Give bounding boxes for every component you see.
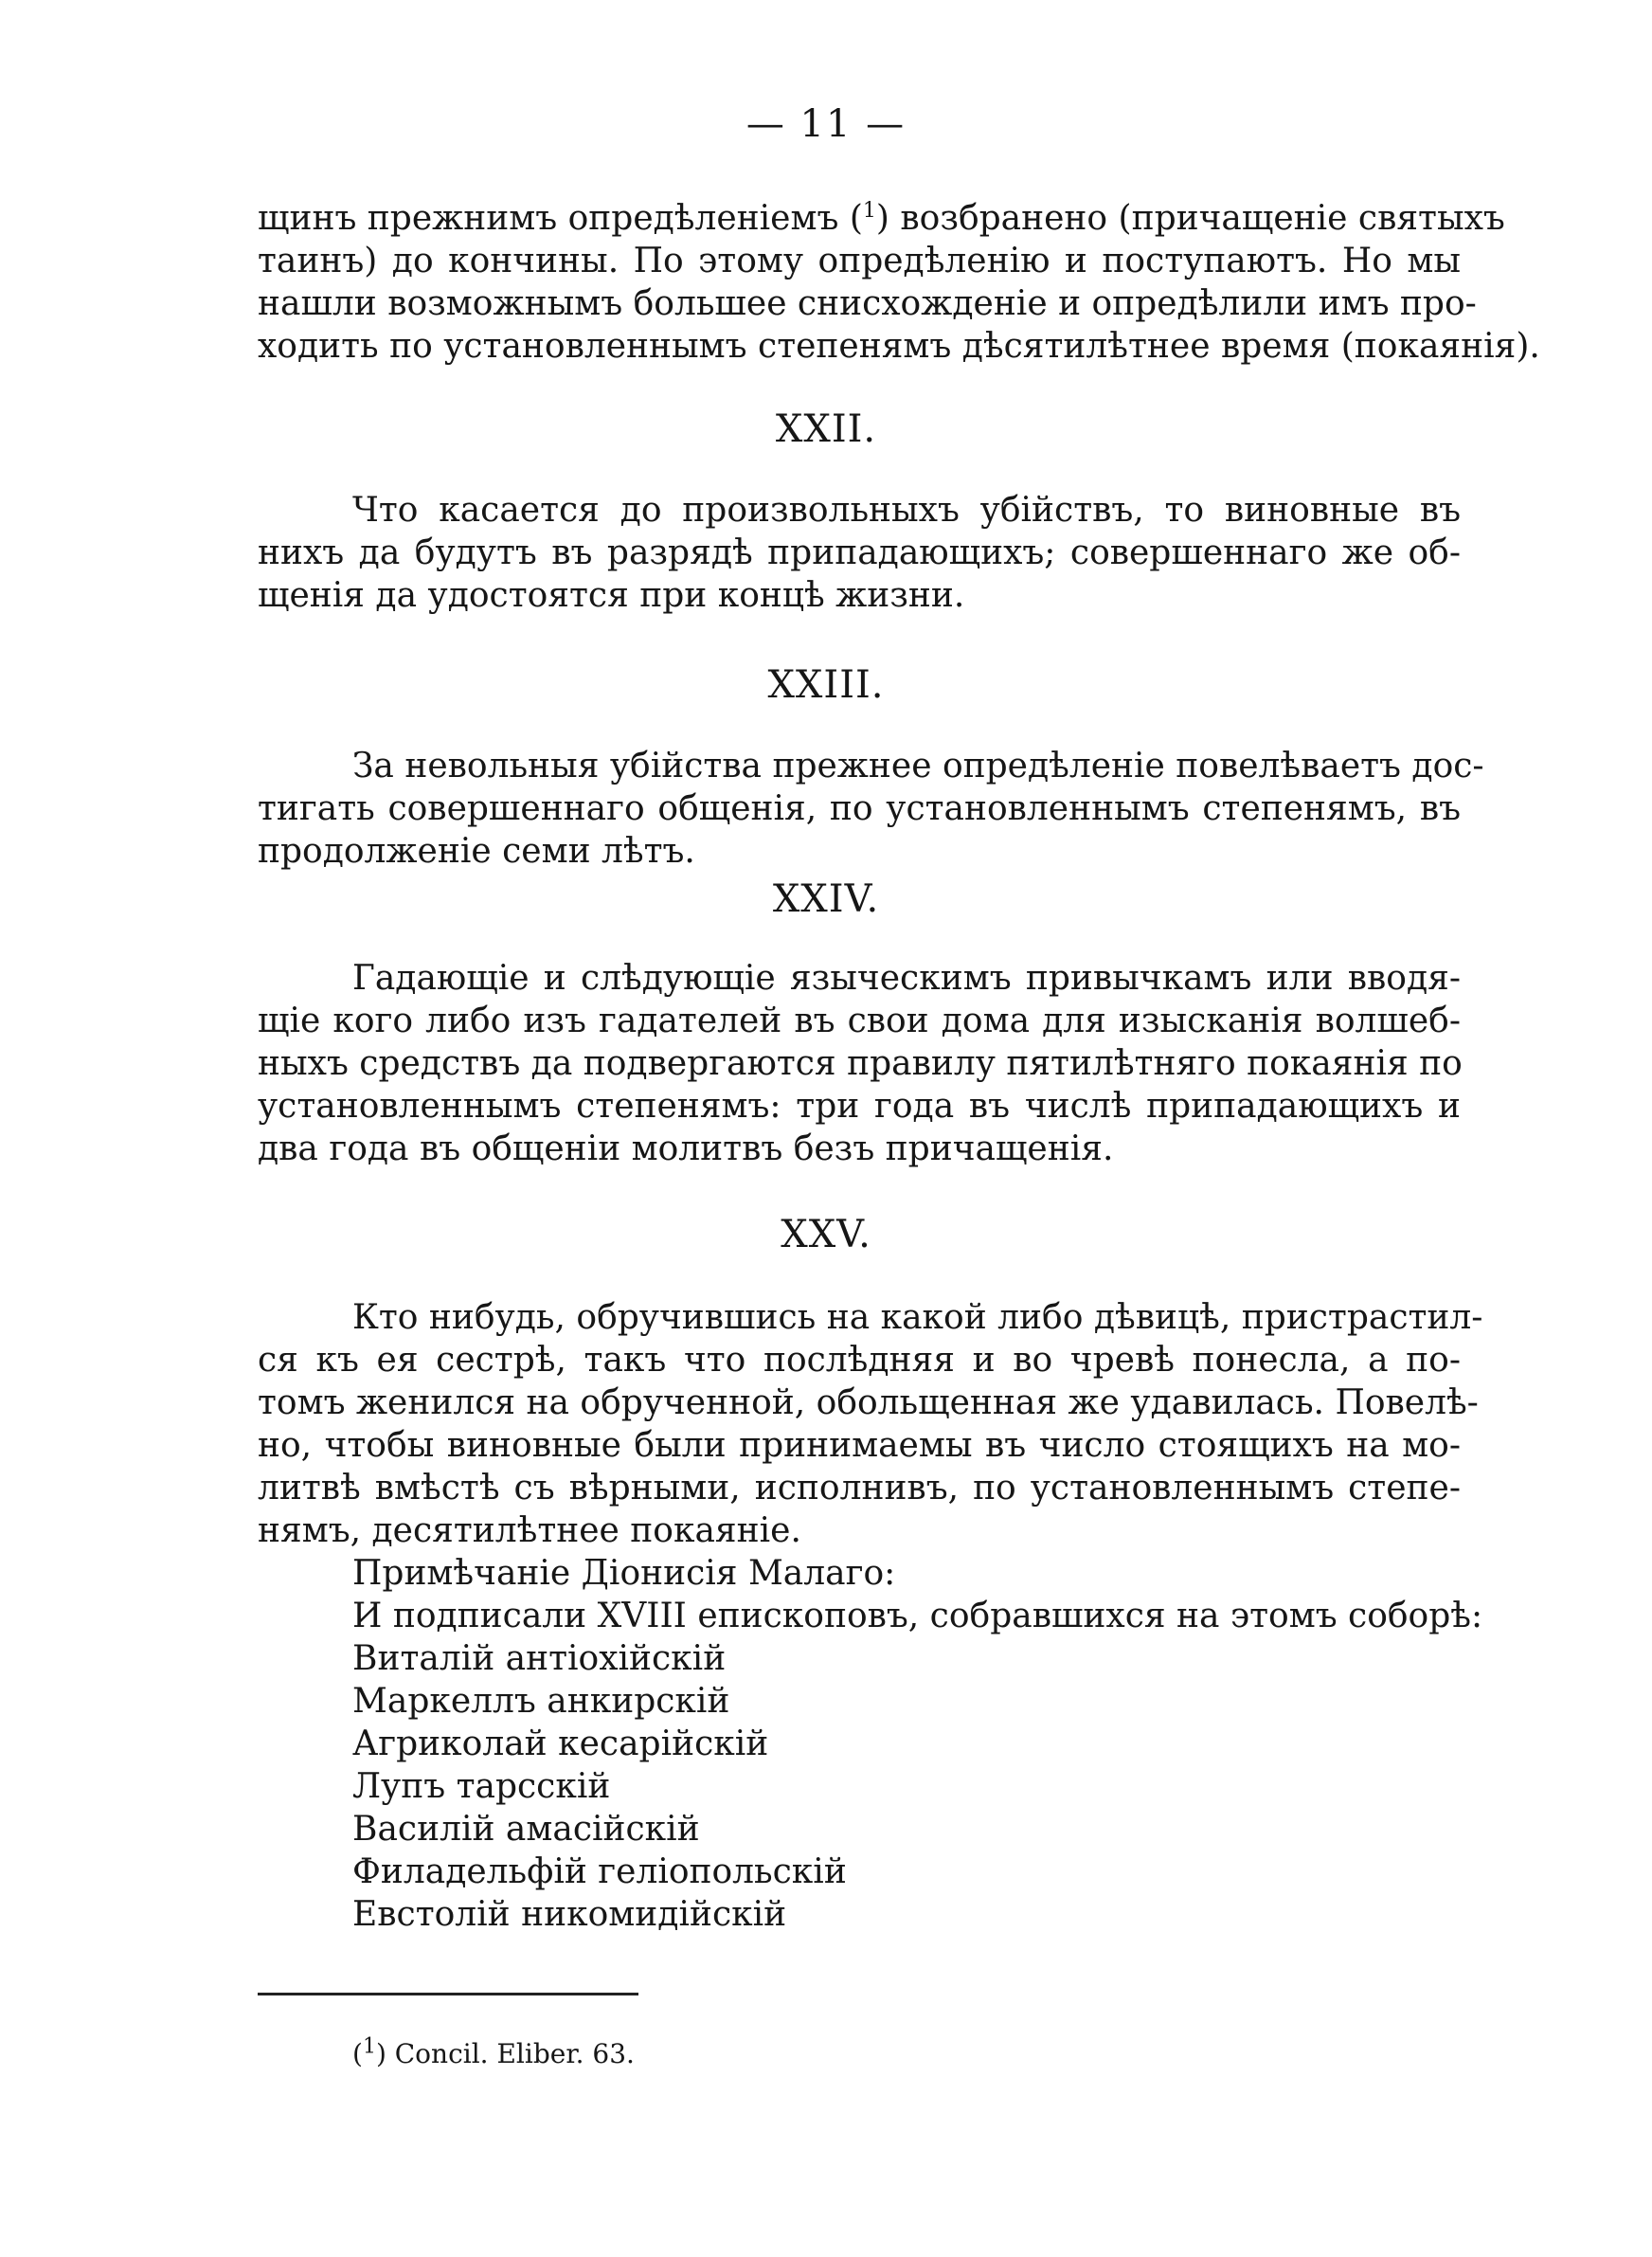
canon-paragraph [258, 489, 1461, 617]
text-segment: ) возбранено (причащеніе святыхъ [875, 199, 1505, 238]
text-line: ныхъ средствъ да подвергаются правилу пятилѣтняго покаянія по [258, 1044, 1463, 1083]
bishop-name: Евстолій никомидійскій [352, 1895, 787, 1934]
text-line: установленнымъ степенямъ: три года въ числѣ припадающихъ и [258, 1087, 1461, 1126]
text-line: Что касается до произвольныхъ убійствъ, то виновные въ [352, 491, 1461, 530]
footnote: ($^1$) Concil. Eliber. 63. [352, 2034, 635, 2069]
footnote-mark: 1 [362, 2034, 376, 2059]
footnote-reference: 1 [862, 199, 876, 223]
footnote-text: ) Concil. Eliber. 63. [375, 2038, 635, 2069]
text-line: За невольныя убійства прежнее опредѣленіе повелѣваетъ дос- [352, 747, 1484, 785]
text-line: таинъ) до кончины. По этому опредѣленію и поступаютъ. Но мы [258, 242, 1461, 280]
text-line: нихъ да будутъ въ разрядѣ припадающихъ; совершеннаго же об- [258, 533, 1461, 572]
bishop-name: Филадельфій геліопольскій [352, 1852, 847, 1891]
text-line: Кто нибудь, обручившись на какой либо дѣвицѣ, пристрастил- [352, 1298, 1483, 1337]
bishop-name: Агриколай кесарійскій [352, 1724, 769, 1763]
text-line: ся къ ея сестрѣ, такъ что послѣдняя и во чревѣ понесла, а по- [258, 1341, 1461, 1380]
text-line: нямъ, десятилѣтнее покаяніе. [258, 1511, 801, 1550]
bishop-name: Маркеллъ анкирскій [352, 1682, 730, 1721]
text-line: Гадающіе и слѣдующіе языческимъ привычкамъ или вводя- [352, 959, 1461, 998]
intro-paragraph [258, 197, 1540, 368]
text-line: щіе кого либо изъ гадателей въ свои дома для изысканія волшеб- [258, 1002, 1461, 1040]
canon-heading: XXIV. [772, 877, 880, 921]
text-line: ходить по установленнымъ степенямъ дѣсятилѣтнее время (покаянія). [258, 327, 1540, 366]
signatories-intro: И подписали XVIII епископовъ, собравшихся на этомъ соборѣ: [352, 1597, 1483, 1635]
bishop-name: Василій амасійскій [352, 1810, 700, 1849]
text-line: продолженіе семи лѣтъ. [258, 832, 695, 871]
canon-paragraph [258, 1296, 1483, 1552]
text-line: два года въ общеніи молитвъ безъ причащенія. [258, 1129, 1114, 1168]
text-line: нашли возможнымъ большее снисхожденіе и опредѣлили имъ про- [258, 284, 1477, 323]
text-line: литвѣ вмѣстѣ съ вѣрными, исполнивъ, по установленнымъ степе- [258, 1469, 1461, 1508]
page-number: — 11 — [745, 102, 907, 146]
text-line: томъ женился на обрученной, обольщенная же удавилась. Повелѣ- [258, 1383, 1479, 1422]
canon-heading: XXV. [781, 1213, 871, 1256]
note-heading: Примѣчаніе Діонисія Малаго: [352, 1554, 896, 1593]
canon-paragraph [258, 957, 1461, 1170]
text-segment: щинъ прежнимъ опредѣленіемъ ( [258, 199, 863, 238]
canon-heading: XXII. [775, 407, 877, 451]
signatories-list [352, 1552, 1482, 1936]
text-line: тигать совершеннаго общенія, по установленнымъ степенямъ, въ [258, 789, 1461, 828]
bishop-name: Виталій антіохійскій [352, 1639, 727, 1678]
canon-paragraph [258, 745, 1484, 873]
canon-heading: XXIII. [767, 663, 885, 707]
text-line [258, 197, 1505, 240]
text-line: но, чтобы виновные были принимаемы въ число стоящихъ на мо- [258, 1426, 1461, 1465]
text-line: щенія да удостоятся при концѣ жизни. [258, 576, 965, 615]
bishop-name: Лупъ тарсскій [352, 1767, 611, 1806]
footnote-divider [258, 1993, 638, 1995]
